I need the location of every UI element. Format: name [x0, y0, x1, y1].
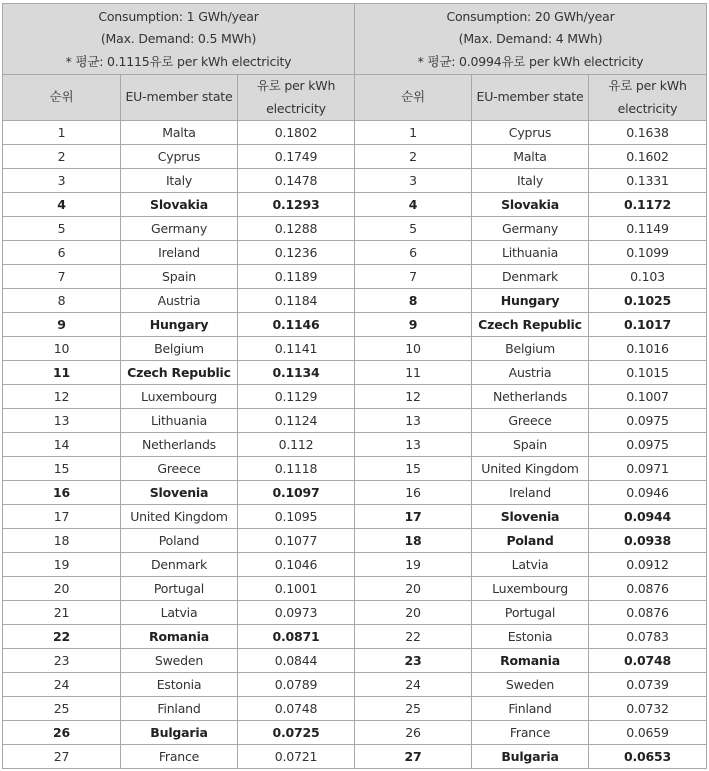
group-2-title-line-3: * 평균: 0.0994유로 per kWh electricity — [417, 53, 644, 69]
table-row — [3, 313, 707, 337]
rank-cell: 7 — [3, 265, 121, 289]
rank-cell: 25 — [3, 697, 121, 721]
rank-cell: 22 — [3, 625, 121, 649]
rank-cell: 13 — [3, 409, 121, 433]
group-header-row — [3, 4, 707, 75]
state-cell: France — [472, 721, 589, 745]
price-cell: 0.0748 — [238, 697, 355, 721]
state-cell: France — [121, 745, 238, 769]
rank-cell: 11 — [355, 361, 472, 385]
state-cell: Austria — [121, 289, 238, 313]
state-cell: Germany — [472, 217, 589, 241]
price-cell: 0.1007 — [589, 385, 707, 409]
table-row — [3, 241, 707, 265]
table-row — [3, 121, 707, 145]
rank-cell: 10 — [3, 337, 121, 361]
state-cell: Hungary — [472, 289, 589, 313]
price-cell: 0.0789 — [238, 673, 355, 697]
rank-cell: 2 — [3, 145, 121, 169]
price-cell: 0.1141 — [238, 337, 355, 361]
group-1-title-line-1: Consumption: 1 GWh/year — [98, 8, 259, 24]
state-cell: Slovakia — [121, 193, 238, 217]
state-cell: Netherlands — [121, 433, 238, 457]
electricity-price-table — [2, 3, 707, 769]
group-header-1gwh — [3, 4, 355, 75]
price-cell: 0.0732 — [589, 697, 707, 721]
price-column-header: 유로 per kWh electricity — [238, 75, 355, 121]
rank-cell: 23 — [355, 649, 472, 673]
table-row — [3, 625, 707, 649]
rank-cell: 26 — [355, 721, 472, 745]
rank-cell: 6 — [355, 241, 472, 265]
rank-cell: 20 — [3, 577, 121, 601]
state-cell: Italy — [121, 169, 238, 193]
price-cell: 0.0739 — [589, 673, 707, 697]
state-cell: Bulgaria — [472, 745, 589, 769]
table-row — [3, 433, 707, 457]
rank-cell: 5 — [3, 217, 121, 241]
state-column-header: EU-member state — [121, 75, 238, 121]
table-row — [3, 601, 707, 625]
price-cell: 0.1288 — [238, 217, 355, 241]
state-cell: Malta — [472, 145, 589, 169]
price-cell: 0.1099 — [589, 241, 707, 265]
price-cell: 0.1293 — [238, 193, 355, 217]
state-cell: Portugal — [121, 577, 238, 601]
group-2-title-line-2: (Max. Demand: 4 MWh) — [458, 31, 603, 47]
state-cell: Romania — [121, 625, 238, 649]
price-cell: 0.1146 — [238, 313, 355, 337]
table-body — [3, 121, 707, 769]
price-cell: 0.1189 — [238, 265, 355, 289]
group-header-20gwh — [355, 4, 707, 75]
rank-cell: 10 — [355, 337, 472, 361]
price-cell: 0.0721 — [238, 745, 355, 769]
table-row — [3, 265, 707, 289]
rank-cell: 19 — [3, 553, 121, 577]
state-cell: Finland — [472, 697, 589, 721]
price-cell: 0.1331 — [589, 169, 707, 193]
rank-cell: 13 — [355, 433, 472, 457]
rank-cell: 15 — [3, 457, 121, 481]
rank-cell: 18 — [3, 529, 121, 553]
rank-cell: 22 — [355, 625, 472, 649]
price-cell: 0.1097 — [238, 481, 355, 505]
price-cell: 0.1077 — [238, 529, 355, 553]
rank-cell: 26 — [3, 721, 121, 745]
rank-cell: 20 — [355, 601, 472, 625]
price-cell: 0.1478 — [238, 169, 355, 193]
price-cell: 0.0783 — [589, 625, 707, 649]
group-1-title-line-3: * 평균: 0.1115유로 per kWh electricity — [65, 53, 292, 69]
table-row — [3, 697, 707, 721]
price-cell: 0.0876 — [589, 601, 707, 625]
price-cell: 0.0971 — [589, 457, 707, 481]
state-cell: Estonia — [472, 625, 589, 649]
rank-cell: 19 — [355, 553, 472, 577]
rank-column-header: 순위 — [3, 75, 121, 121]
state-cell: Spain — [121, 265, 238, 289]
rank-cell: 23 — [3, 649, 121, 673]
state-cell: United Kingdom — [472, 457, 589, 481]
price-cell: 0.0944 — [589, 505, 707, 529]
state-cell: Estonia — [121, 673, 238, 697]
state-cell: Lithuania — [472, 241, 589, 265]
price-cell: 0.0876 — [589, 577, 707, 601]
state-cell: Bulgaria — [121, 721, 238, 745]
rank-cell: 24 — [3, 673, 121, 697]
state-cell: Malta — [121, 121, 238, 145]
state-cell: Belgium — [121, 337, 238, 361]
state-cell: Spain — [472, 433, 589, 457]
table-row — [3, 673, 707, 697]
rank-cell: 20 — [355, 577, 472, 601]
state-cell: Italy — [472, 169, 589, 193]
rank-cell: 16 — [3, 481, 121, 505]
price-cell: 0.0871 — [238, 625, 355, 649]
rank-cell: 5 — [355, 217, 472, 241]
table-row — [3, 745, 707, 769]
price-column-header: 유로 per kWh electricity — [589, 75, 707, 121]
rank-cell: 24 — [355, 673, 472, 697]
table-row — [3, 553, 707, 577]
price-cell: 0.0659 — [589, 721, 707, 745]
rank-cell: 12 — [3, 385, 121, 409]
rank-cell: 4 — [3, 193, 121, 217]
rank-cell: 14 — [3, 433, 121, 457]
state-cell: United Kingdom — [121, 505, 238, 529]
column-header-row — [3, 75, 707, 121]
rank-column-header: 순위 — [355, 75, 472, 121]
rank-cell: 13 — [355, 409, 472, 433]
price-cell: 0.0938 — [589, 529, 707, 553]
table-row — [3, 385, 707, 409]
price-cell: 0.1046 — [238, 553, 355, 577]
state-cell: Austria — [472, 361, 589, 385]
state-cell: Lithuania — [121, 409, 238, 433]
state-cell: Latvia — [472, 553, 589, 577]
table-row — [3, 505, 707, 529]
rank-cell: 1 — [3, 121, 121, 145]
state-cell: Germany — [121, 217, 238, 241]
price-cell: 0.1095 — [238, 505, 355, 529]
price-cell: 0.1134 — [238, 361, 355, 385]
rank-cell: 3 — [355, 169, 472, 193]
state-cell: Slovakia — [472, 193, 589, 217]
price-cell: 0.1015 — [589, 361, 707, 385]
state-cell: Luxembourg — [472, 577, 589, 601]
table-row — [3, 721, 707, 745]
table-row — [3, 217, 707, 241]
price-cell: 0.1236 — [238, 241, 355, 265]
price-cell: 0.1025 — [589, 289, 707, 313]
table-row — [3, 289, 707, 313]
rank-cell: 8 — [355, 289, 472, 313]
state-cell: Slovenia — [121, 481, 238, 505]
rank-cell: 1 — [355, 121, 472, 145]
rank-cell: 17 — [355, 505, 472, 529]
price-cell: 0.1124 — [238, 409, 355, 433]
state-cell: Belgium — [472, 337, 589, 361]
state-cell: Ireland — [121, 241, 238, 265]
state-cell: Greece — [472, 409, 589, 433]
rank-cell: 12 — [355, 385, 472, 409]
rank-cell: 9 — [355, 313, 472, 337]
price-cell: 0.0975 — [589, 433, 707, 457]
price-cell: 0.0975 — [589, 409, 707, 433]
rank-cell: 6 — [3, 241, 121, 265]
rank-cell: 17 — [3, 505, 121, 529]
state-column-header: EU-member state — [472, 75, 589, 121]
state-cell: Denmark — [472, 265, 589, 289]
table-row — [3, 169, 707, 193]
state-cell: Cyprus — [472, 121, 589, 145]
rank-cell: 18 — [355, 529, 472, 553]
price-cell: 0.1638 — [589, 121, 707, 145]
group-1-title-line-2: (Max. Demand: 0.5 MWh) — [100, 31, 257, 47]
rank-cell: 4 — [355, 193, 472, 217]
rank-cell: 21 — [3, 601, 121, 625]
price-cell: 0.1016 — [589, 337, 707, 361]
rank-cell: 7 — [355, 265, 472, 289]
price-cell: 0.1749 — [238, 145, 355, 169]
price-cell: 0.0912 — [589, 553, 707, 577]
rank-cell: 11 — [3, 361, 121, 385]
price-cell: 0.1802 — [238, 121, 355, 145]
price-cell: 0.1129 — [238, 385, 355, 409]
table-row — [3, 337, 707, 361]
price-cell: 0.103 — [589, 265, 707, 289]
price-cell: 0.0973 — [238, 601, 355, 625]
rank-cell: 25 — [355, 697, 472, 721]
price-cell: 0.1001 — [238, 577, 355, 601]
state-cell: Slovenia — [472, 505, 589, 529]
state-cell: Finland — [121, 697, 238, 721]
price-cell: 0.0725 — [238, 721, 355, 745]
state-cell: Greece — [121, 457, 238, 481]
table-row — [3, 145, 707, 169]
state-cell: Sweden — [472, 673, 589, 697]
state-cell: Luxembourg — [121, 385, 238, 409]
price-cell: 0.1017 — [589, 313, 707, 337]
rank-cell: 27 — [355, 745, 472, 769]
price-cell: 0.1172 — [589, 193, 707, 217]
table-row — [3, 649, 707, 673]
state-cell: Czech Republic — [472, 313, 589, 337]
price-cell: 0.0946 — [589, 481, 707, 505]
table-row — [3, 193, 707, 217]
price-cell: 0.0748 — [589, 649, 707, 673]
rank-cell: 9 — [3, 313, 121, 337]
rank-cell: 8 — [3, 289, 121, 313]
state-cell: Latvia — [121, 601, 238, 625]
table-row — [3, 409, 707, 433]
rank-cell: 3 — [3, 169, 121, 193]
state-cell: Poland — [472, 529, 589, 553]
table-row — [3, 457, 707, 481]
state-cell: Czech Republic — [121, 361, 238, 385]
state-cell: Netherlands — [472, 385, 589, 409]
price-cell: 0.1184 — [238, 289, 355, 313]
state-cell: Denmark — [121, 553, 238, 577]
price-cell: 0.0653 — [589, 745, 707, 769]
price-cell: 0.0844 — [238, 649, 355, 673]
rank-cell: 15 — [355, 457, 472, 481]
state-cell: Poland — [121, 529, 238, 553]
price-cell: 0.112 — [238, 433, 355, 457]
state-cell: Portugal — [472, 601, 589, 625]
rank-cell: 2 — [355, 145, 472, 169]
price-cell: 0.1118 — [238, 457, 355, 481]
state-cell: Cyprus — [121, 145, 238, 169]
table-row — [3, 529, 707, 553]
table-row — [3, 481, 707, 505]
table-row — [3, 577, 707, 601]
state-cell: Romania — [472, 649, 589, 673]
rank-cell: 27 — [3, 745, 121, 769]
price-cell: 0.1602 — [589, 145, 707, 169]
state-cell: Ireland — [472, 481, 589, 505]
state-cell: Hungary — [121, 313, 238, 337]
state-cell: Sweden — [121, 649, 238, 673]
table-row — [3, 361, 707, 385]
rank-cell: 16 — [355, 481, 472, 505]
group-2-title-line-1: Consumption: 20 GWh/year — [446, 8, 615, 24]
price-cell: 0.1149 — [589, 217, 707, 241]
